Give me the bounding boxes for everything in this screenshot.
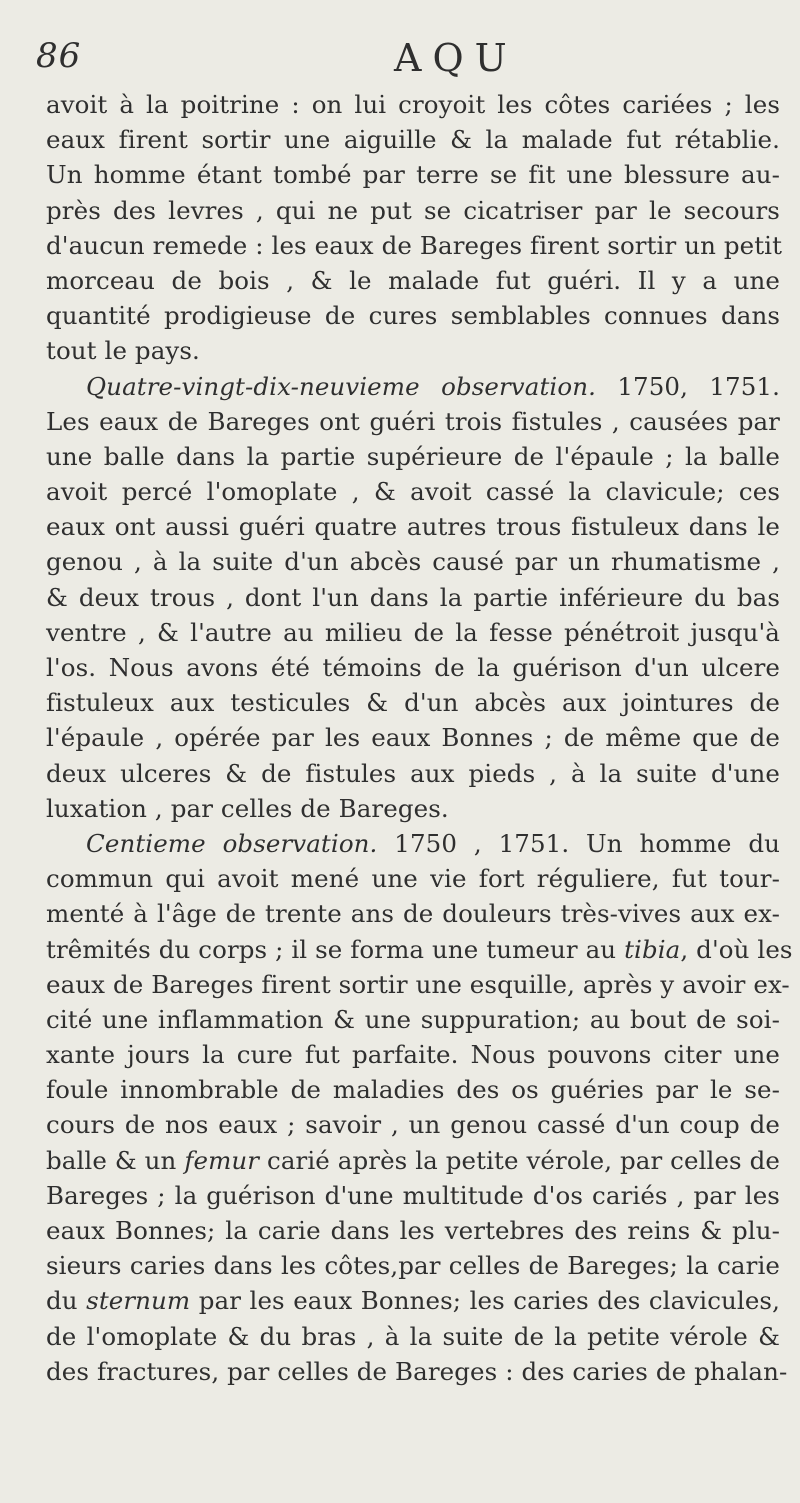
- text-span: luxation , par celles de Bareges.: [46, 793, 449, 823]
- italic-text: femur: [184, 1145, 260, 1175]
- text-line: [46, 685, 780, 720]
- text-span: Les eaux de Bareges ont guéri trois fistules , causées par: [46, 406, 780, 436]
- text-span: près des levres , qui ne put se cicatriser par le secours: [46, 195, 780, 225]
- text-line: [46, 615, 780, 650]
- text-line: [46, 193, 780, 228]
- text-line: [46, 87, 780, 122]
- text-span: foule innombrable de maladies des os guéries par le se-: [46, 1075, 780, 1105]
- text-line: [46, 580, 780, 615]
- text-line: [46, 333, 780, 368]
- text-span: des fractures, par celles de Bareges : des caries de phalan-: [46, 1356, 788, 1386]
- text-line: [46, 122, 780, 157]
- text-line: [46, 896, 780, 931]
- text-span: deux ulceres & de fistules aux pieds , à la suite d'une: [46, 758, 780, 788]
- text-span: menté à l'âge de trente ans de douleurs très-vives aux ex-: [46, 899, 780, 929]
- text-line: [46, 1319, 780, 1354]
- text-span: eaux de Bareges firent sortir une esquille, après y avoir ex-: [46, 969, 790, 999]
- text-span: xante jours la cure fut parfaite. Nous pouvons citer une: [46, 1040, 780, 1070]
- text-line: [46, 263, 780, 298]
- text-span: eaux Bonnes; la carie dans les vertebres des reins & plu-: [46, 1216, 780, 1245]
- text-span: 1750, 1751.: [595, 371, 781, 401]
- text-span: & deux trous , dont l'un dans la partie inférieure du bas: [46, 582, 780, 612]
- text-span: avoit à la poitrine : on lui croyoit les côtes cariées ; les: [46, 90, 780, 119]
- text-line: [46, 1213, 780, 1248]
- text-line: [46, 1143, 780, 1178]
- text-line: [46, 544, 780, 579]
- text-line: [46, 1002, 780, 1037]
- italic-text: Centieme observation.: [86, 828, 378, 858]
- text-span: ventre , & l'autre au milieu de la fesse pénétroit jusqu'à: [46, 617, 780, 647]
- text-line: [46, 1354, 788, 1389]
- text-span: sieurs caries dans les côtes,par celles de Bareges; la carie: [46, 1251, 780, 1281]
- text-span: d'aucun remede : les eaux de Bareges firent sortir un petit: [46, 230, 783, 260]
- text-span: de l'omoplate & du bras , à la suite de la petite vérole &: [46, 1321, 780, 1351]
- text-line: [46, 1037, 780, 1072]
- text-span: une balle dans la partie supérieure de l'épaule ; la balle: [46, 441, 780, 471]
- text-span: tout le pays.: [46, 336, 200, 366]
- text-line: [46, 861, 780, 896]
- text-span: carié après la petite vérole, par celles de: [259, 1145, 781, 1175]
- text-span: l'épaule , opérée par les eaux Bonnes ; de même que de: [46, 723, 780, 753]
- text-line: [46, 1107, 780, 1142]
- text-line: [46, 1283, 780, 1318]
- text-line: [46, 228, 783, 263]
- text-span: Un homme étant tombé par terre se fit une blessure au-: [46, 160, 780, 190]
- text-span: cours de nos eaux ; savoir , un genou cassé d'un coup de: [46, 1110, 780, 1140]
- text-span: eaux ont aussi guéri quatre autres trous fistuleux dans le: [46, 512, 780, 542]
- text-line: [46, 298, 780, 333]
- body-text: [46, 87, 793, 1389]
- text-line: [46, 404, 780, 439]
- text-line: [46, 720, 780, 755]
- text-line: [46, 157, 780, 192]
- text-span: par les eaux Bonnes; les caries des clavicules,: [190, 1286, 780, 1316]
- text-span: trêmités du corps ; il se forma une tumeur au: [46, 934, 625, 964]
- text-span: l'os. Nous avons été témoins de la guérison d'un ulcere: [46, 653, 780, 682]
- text-span: , d'où les: [680, 934, 793, 964]
- text-span: fistuleux aux testicules & d'un abcès aux jointures de: [46, 688, 780, 718]
- page-number: 86: [36, 36, 82, 76]
- text-line: [46, 1248, 780, 1283]
- italic-text: sternum: [86, 1286, 191, 1316]
- text-line: [46, 967, 790, 1002]
- text-line: [46, 369, 780, 404]
- italic-text: tibia: [624, 934, 681, 964]
- text-line: [46, 826, 780, 861]
- italic-text: Quatre-vingt-dix-neuvieme observation.: [86, 371, 596, 401]
- text-span: avoit percé l'omoplate , & avoit cassé la clavicule; ces: [46, 477, 780, 507]
- text-span: morceau de bois , & le malade fut guéri. Il y a une: [46, 265, 780, 295]
- text-span: genou , à la suite d'un abcès causé par un rhumatisme ,: [46, 547, 780, 577]
- text-span: balle & un: [46, 1145, 185, 1175]
- text-line: [46, 756, 780, 791]
- text-span: 1750 , 1751. Un homme du: [377, 828, 780, 858]
- text-line: [46, 439, 780, 474]
- text-line: [46, 650, 780, 685]
- text-line: [46, 474, 780, 509]
- text-span: Bareges ; la guérison d'une multitude d'os cariés , par les: [46, 1180, 780, 1210]
- text-span: eaux firent sortir une aiguille & la malade fut rétablie.: [46, 125, 780, 155]
- text-span: commun qui avoit mené une vie fort réguliere, fut tour-: [46, 864, 780, 894]
- text-line: [46, 509, 780, 544]
- text-span: quantité prodigieuse de cures semblables connues dans: [46, 301, 780, 331]
- text-span: cité une inflammation & une suppuration; au bout de soi-: [46, 1004, 780, 1034]
- text-line: [46, 791, 780, 826]
- text-line: [46, 1178, 780, 1213]
- text-line: [46, 1072, 780, 1107]
- text-span: du: [46, 1286, 87, 1316]
- text-line: [46, 932, 793, 967]
- running-head: AQU: [394, 36, 518, 80]
